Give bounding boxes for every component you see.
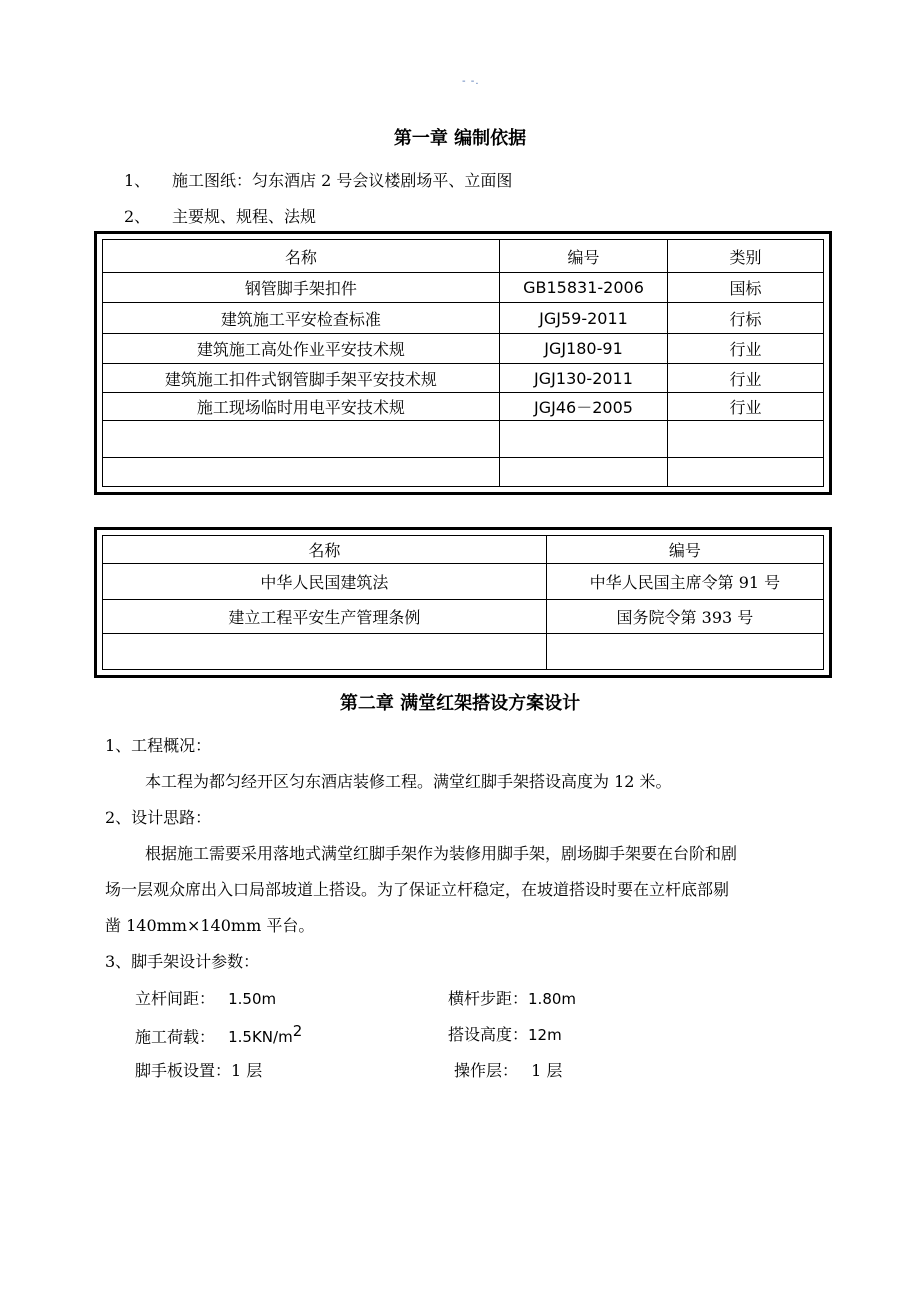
table-cell: JGJ180-91: [499, 334, 667, 364]
item-text: 主要规、规程、法规: [172, 207, 317, 226]
table-row: [103, 458, 824, 487]
param-label: 施工荷载：: [135, 1027, 216, 1047]
table-header-cell: 名称: [103, 240, 500, 273]
table-cell: [668, 421, 824, 458]
param-scaffold-board: [135, 1058, 262, 1081]
table-header-cell: 类别: [668, 240, 824, 273]
param-label: 立杆间距：: [135, 989, 216, 1008]
param-value: 1.80m: [528, 990, 577, 1008]
table-cell: 建筑施工扣件式钢管脚手架平安技术规: [103, 364, 500, 393]
table-cell: [103, 458, 500, 487]
param-value: 1 层: [531, 1061, 563, 1080]
param-pole-spacing: [135, 986, 276, 1009]
section-3-title: 3、脚手架设计参数：: [105, 952, 260, 971]
table-cell: 施工现场临时用电平安技术规: [103, 393, 500, 421]
table-cell: 钢管脚手架扣件: [103, 273, 500, 303]
section-2-body-line-1: 根据施工需要采用落地式满堂红脚手架作为装修用脚手架，剧场脚手架要在台阶和剧: [145, 844, 738, 863]
item-number: 1、: [124, 171, 151, 190]
table-row: [103, 364, 824, 393]
table-cell: 行业: [668, 334, 824, 364]
section-1-body: 本工程为都匀经开区匀东酒店装修工程。满堂红脚手架搭设高度为 12 米。: [145, 772, 672, 791]
section-2-body-line-2: 场一层观众席出入口局部坡道上搭设。为了保证立杆稳定，在坡道搭设时要在立杆底部剔: [105, 880, 730, 899]
param-value: 1.50m: [228, 990, 277, 1008]
table-row: [103, 393, 824, 421]
item-number: 2、: [124, 207, 151, 226]
item-text: 施工图纸：匀东酒店 2 号会议楼剧场平、立面图: [172, 171, 513, 190]
chapter1-item-2: [124, 204, 316, 227]
chapter1-item-1: [124, 168, 512, 191]
section-2-title: 2、设计思路：: [105, 808, 212, 827]
chapter2-title: 第二章 满堂红架搭设方案设计: [339, 693, 581, 714]
table-cell: [668, 458, 824, 487]
table-row: [103, 303, 824, 334]
section-2-body-line-3: 凿 140mm×140mm 平台。: [105, 916, 315, 935]
param-value: 1.5KN/m: [228, 1028, 293, 1047]
param-label: 脚手板设置：: [135, 1061, 232, 1080]
table-header-row: [103, 536, 824, 564]
param-value: 1 层: [231, 1061, 263, 1080]
param-working-layer: [454, 1058, 562, 1081]
table-header-cell: 编号: [546, 536, 823, 564]
param-value: 12m: [528, 1026, 562, 1044]
table-cell: 建立工程平安生产管理条例: [103, 600, 547, 634]
table-cell: GB15831-2006: [499, 273, 667, 303]
table-cell: [546, 634, 823, 670]
table-cell: 行标: [668, 303, 824, 334]
table-header-cell: 编号: [499, 240, 667, 273]
table-cell: 中华人民国主席令第 91 号: [546, 564, 823, 600]
table-header-row: [103, 240, 824, 273]
table-cell: 中华人民国建筑法: [103, 564, 547, 600]
table-row: [103, 564, 824, 600]
table-row: [103, 273, 824, 303]
param-erection-height: [448, 1022, 562, 1045]
param-label: 横杆步距：: [448, 989, 529, 1008]
laws-table: [94, 527, 832, 678]
table-cell: 国务院令第 393 号: [546, 600, 823, 634]
param-unit-exponent: 2: [292, 1022, 303, 1040]
header-mark: - -.: [462, 76, 480, 87]
param-construction-load: [135, 1022, 302, 1047]
table-cell: [499, 458, 667, 487]
table-cell: 建筑施工平安检查标准: [103, 303, 500, 334]
table-row: [103, 421, 824, 458]
section-1-title: 1、工程概况：: [105, 736, 212, 755]
table-cell: 国标: [668, 273, 824, 303]
table-cell: JGJ130-2011: [499, 364, 667, 393]
table-row: [103, 334, 824, 364]
table-cell: JGJ46－2005: [499, 393, 667, 421]
chapter1-title: 第一章 编制依据: [393, 128, 527, 149]
table-cell: 建筑施工高处作业平安技术规: [103, 334, 500, 364]
table-row: [103, 634, 824, 670]
param-label: 搭设高度：: [448, 1025, 529, 1044]
table-header-cell: 名称: [103, 536, 547, 564]
param-label: 操作层：: [454, 1061, 519, 1080]
table-row: [103, 600, 824, 634]
table-cell: [103, 421, 500, 458]
table-cell: 行业: [668, 393, 824, 421]
param-step-distance: [448, 986, 576, 1009]
table-cell: [499, 421, 667, 458]
table-cell: JGJ59-2011: [499, 303, 667, 334]
standards-table: [94, 231, 832, 495]
table-cell: [103, 634, 547, 670]
table-cell: 行业: [668, 364, 824, 393]
